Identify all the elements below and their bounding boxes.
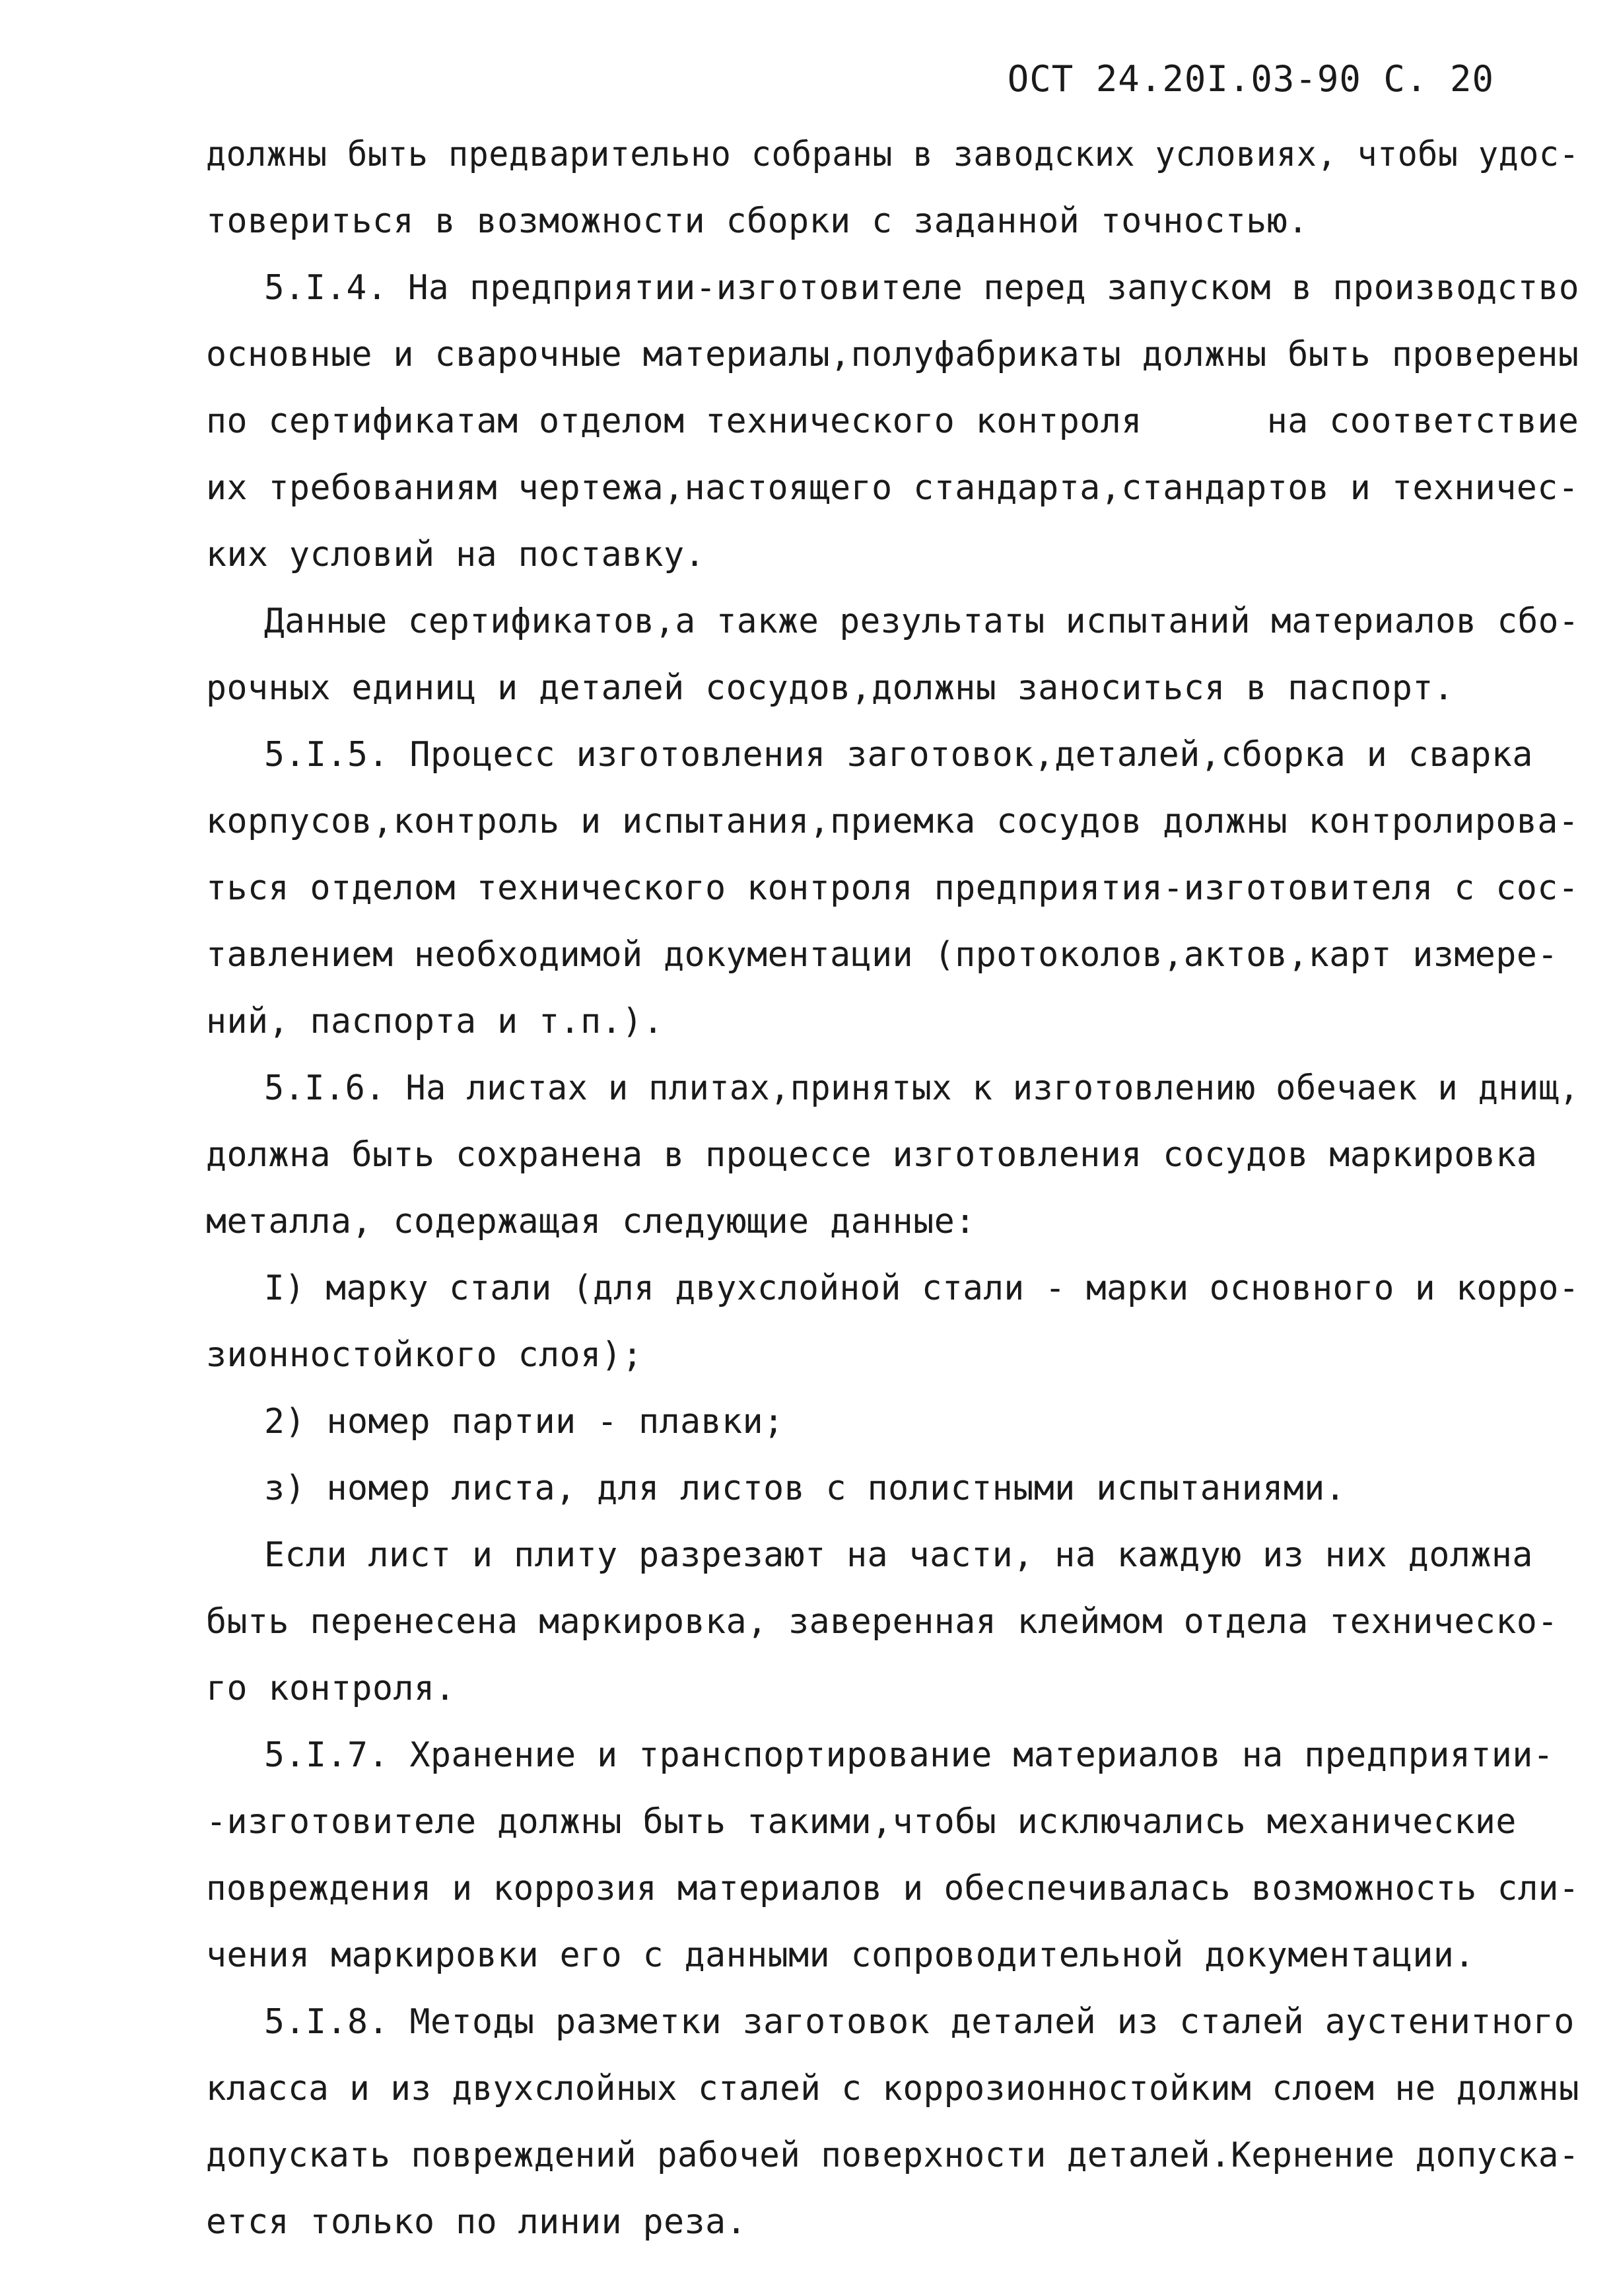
- text-line: ких условий на поставку.: [206, 535, 706, 574]
- text-line: ний, паспорта и т.п.).: [206, 1002, 664, 1041]
- text-line: должны быть предварительно собраны в заводских условиях, чтобы удос-: [206, 135, 1579, 174]
- text-line: чения маркировки его с данными сопроводительной документации.: [206, 1935, 1475, 1975]
- text-line: I) марку стали (для двухслойной стали - марки основного и корро-: [264, 1269, 1579, 1308]
- text-line: корпусов,контроль и испытания,приемка сосудов должны контролирова-: [206, 802, 1579, 841]
- text-line: быть перенесена маркировка, заверенная клеймом отдела техническо-: [206, 1602, 1558, 1642]
- text-line: 5.I.4. На предприятии-изготовителе перед запуском в производство: [264, 268, 1579, 308]
- text-line: допускать повреждений рабочей поверхности деталей.Кернение допуска-: [206, 2136, 1579, 2175]
- text-line: ться отделом технического контроля предприятия-изготовителя с сос-: [206, 868, 1579, 908]
- text-line: повреждения и коррозия материалов и обеспечивалась возможность сли-: [206, 1869, 1579, 1908]
- text-line: з) номер листа, для листов с полистными испытаниями.: [264, 1469, 1346, 1508]
- text-line: должна быть сохранена в процессе изготовления сосудов маркировка: [206, 1135, 1538, 1175]
- text-line: 5.I.6. На листах и плитах,принятых к изготовлению обечаек и днищ,: [264, 1068, 1579, 1108]
- text-line: Если лист и плиту разрезают на части, на каждую из них должна: [264, 1535, 1533, 1575]
- text-line: зионностойкого слоя);: [206, 1335, 643, 1375]
- document-body: [206, 122, 1579, 2256]
- text-line: 5.I.7. Хранение и транспортирование материалов на предприятии-: [264, 1735, 1554, 1775]
- text-line: основные и сварочные материалы,полуфабрикаты должны быть проверены: [206, 335, 1579, 374]
- text-line: Данные сертификатов,а также результаты испытаний материалов сбо-: [264, 602, 1579, 641]
- text-line: их требованиям чертежа,настоящего стандарта,стандартов и техничес-: [206, 468, 1579, 508]
- text-line: рочных единиц и деталей сосудов,должны заноситься в паспорт.: [206, 668, 1455, 708]
- text-line: металла, содержащая следующие данные:: [206, 1202, 976, 1241]
- text-line: по сертификатам отделом технического контроля на соответствие: [206, 401, 1579, 441]
- text-line: 5.I.5. Процесс изготовления заготовок,деталей,сборка и сварка: [264, 735, 1533, 775]
- text-line: ется только по линии реза.: [206, 2202, 747, 2242]
- text-line: 5.I.8. Методы разметки заготовок деталей из сталей аустенитного: [264, 2002, 1575, 2042]
- text-line: тавлением необходимой документации (протоколов,актов,карт измере-: [206, 935, 1558, 975]
- page-header: ОСТ 24.20I.03-90 С. 20: [1007, 58, 1494, 100]
- text-line: класса и из двухслойных сталей с коррозионностойким слоем не должны: [206, 2069, 1579, 2108]
- text-line: 2) номер партии - плавки;: [264, 1402, 784, 1442]
- text-line: -изготовителе должны быть такими,чтобы исключались механические: [206, 1802, 1517, 1842]
- text-line: го контроля.: [206, 1669, 456, 1708]
- text-line: товериться в возможности сборки с заданной точностью.: [206, 201, 1309, 241]
